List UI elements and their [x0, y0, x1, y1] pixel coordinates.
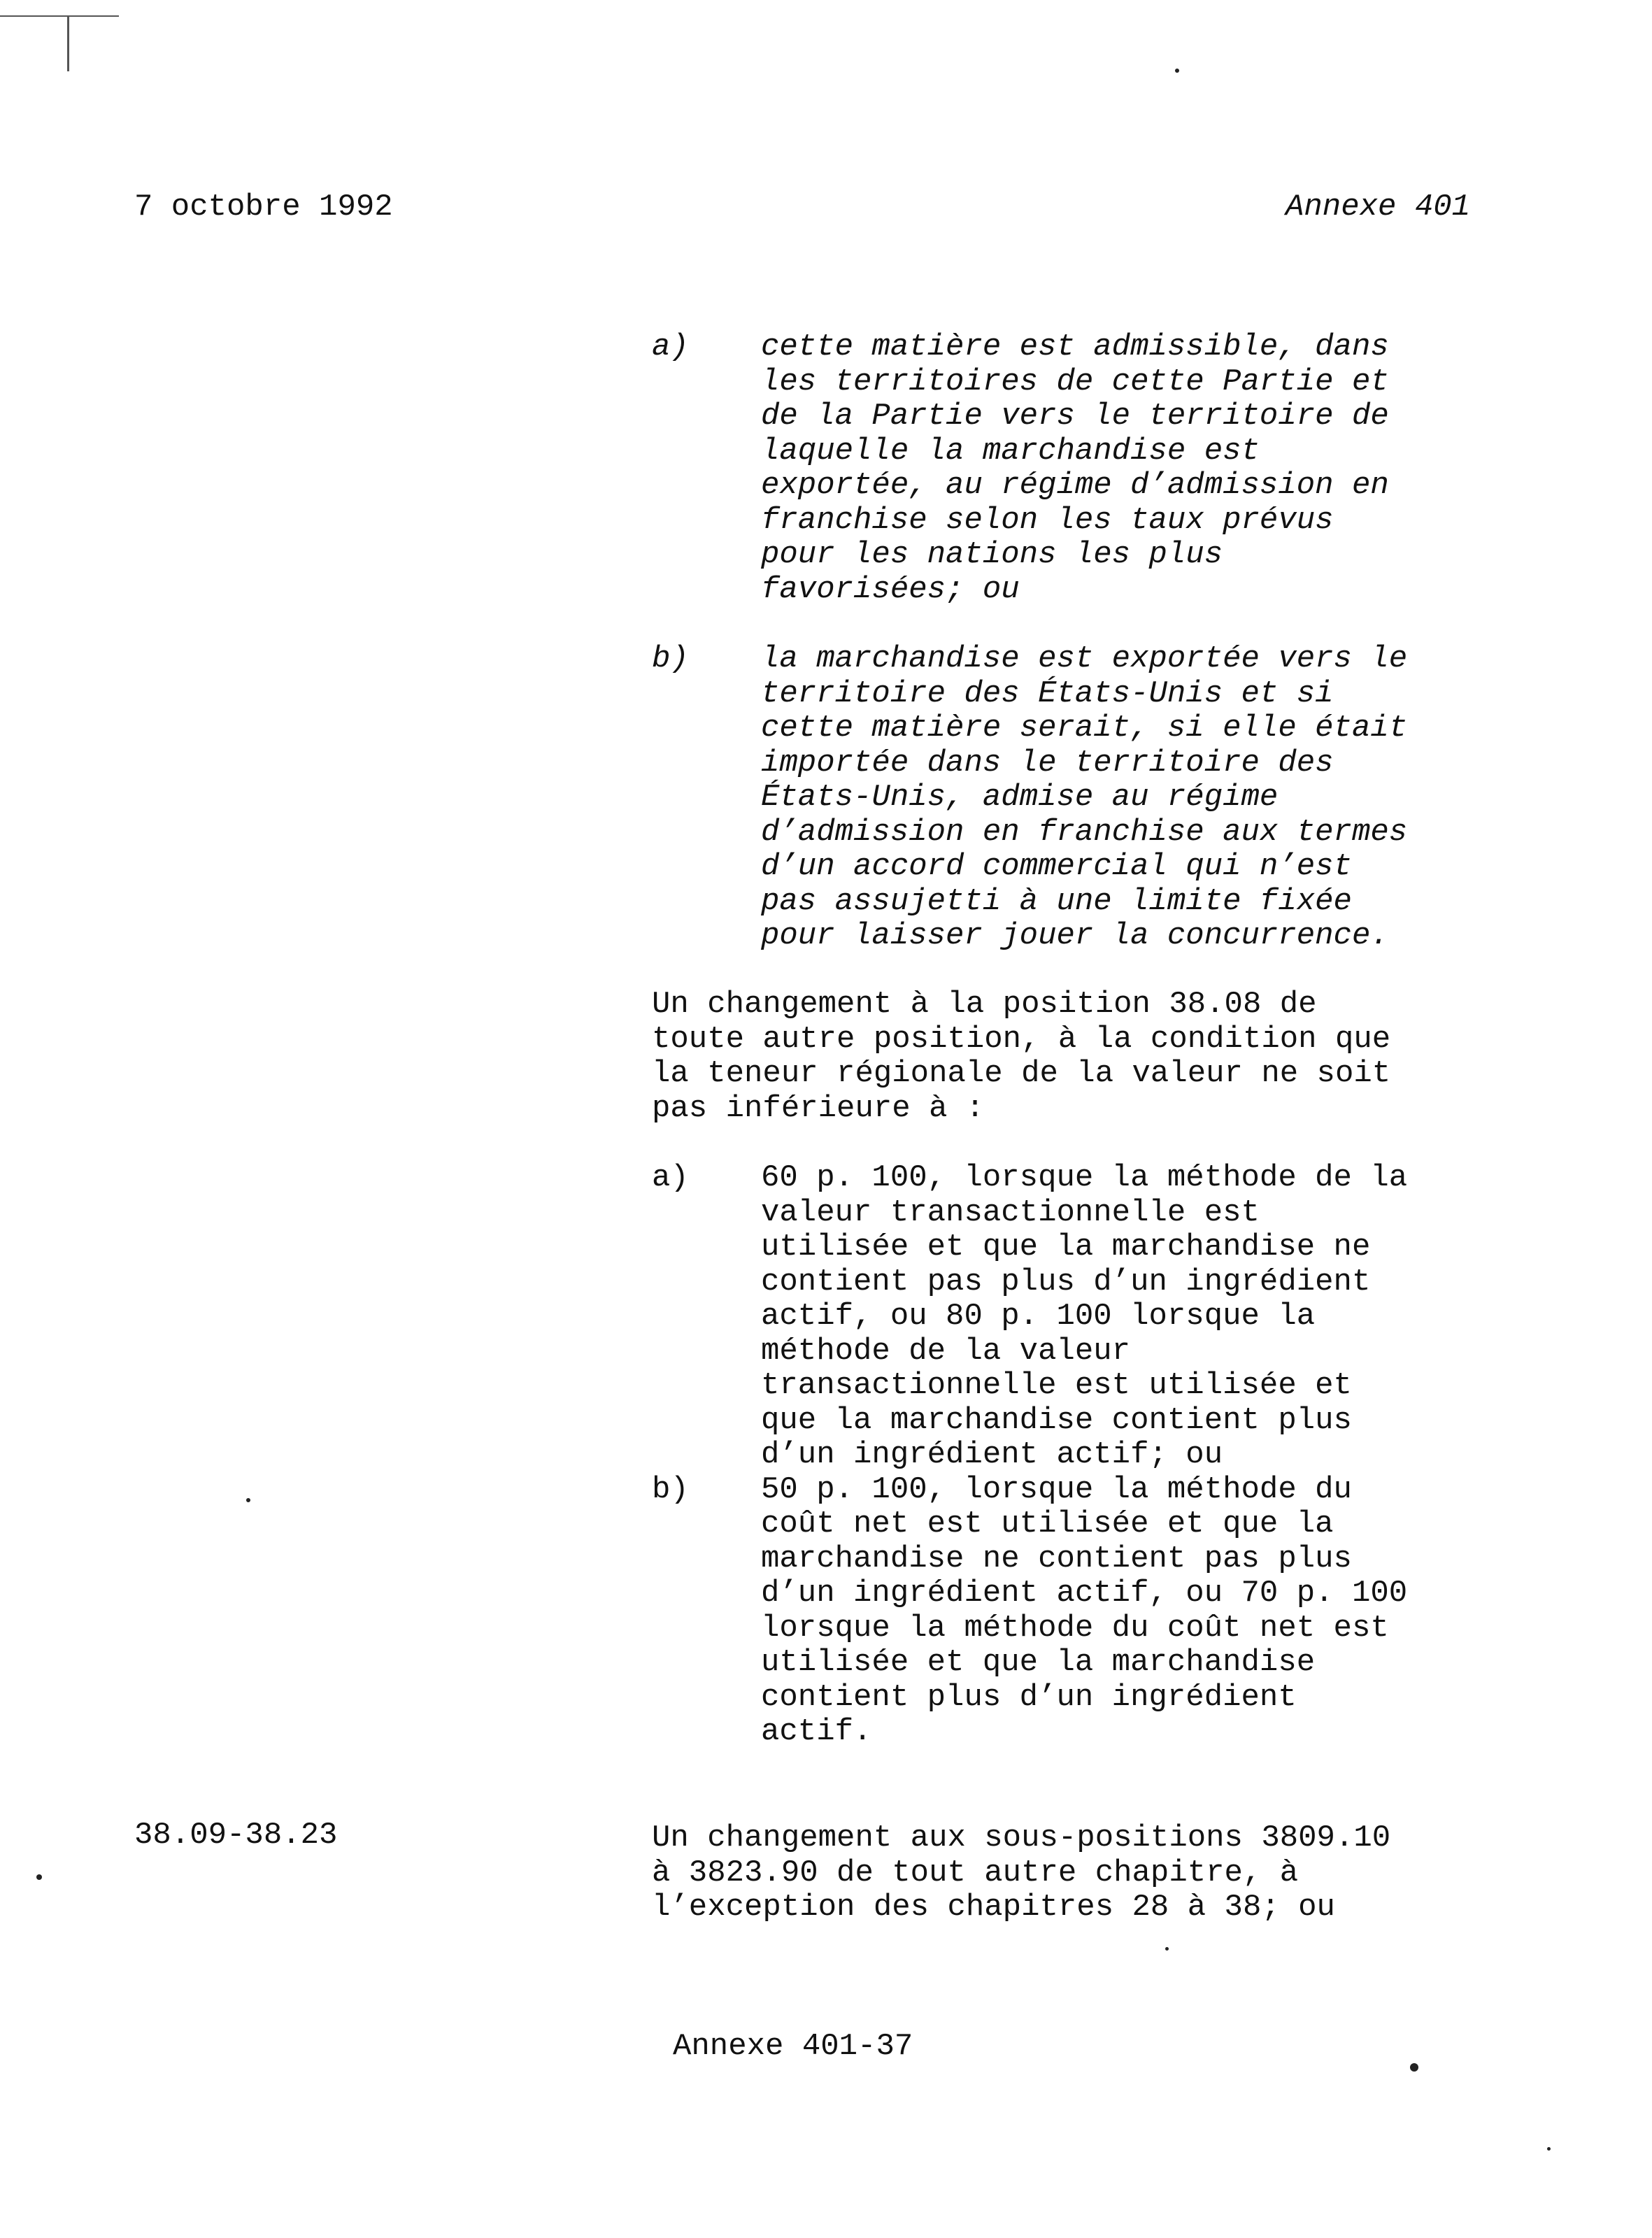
text-line: à 3823.90 de tout autre chapitre, à — [652, 1855, 1299, 1890]
text-line: franchise selon les taux prévus — [761, 502, 1334, 538]
scan-speck — [36, 1874, 42, 1880]
text-line: pas inférieure à : — [652, 1090, 985, 1126]
list-item — [652, 642, 1505, 954]
item-label: a) — [652, 329, 689, 364]
rule-38-09-paragraph — [652, 1821, 1505, 1925]
threshold-conditions-list — [652, 1161, 1505, 1750]
text-line: laquelle la marchandise est — [761, 433, 1260, 469]
list-item — [652, 330, 1505, 607]
list-item — [652, 1161, 1505, 1473]
item-text — [761, 330, 1505, 607]
text-line: utilisée et que la marchandise ne — [761, 1230, 1371, 1264]
item-label: b) — [652, 641, 689, 676]
text-line: de la Partie vers le territoire de — [761, 399, 1389, 434]
page-footer-label: Annexe 401-37 — [673, 2029, 913, 2064]
text-line: territoire des États-Unis et si — [761, 676, 1334, 711]
tariff-heading: 38.09-38.23 — [134, 1818, 338, 1853]
text-line: d’un ingrédient actif, ou 70 p. 100 — [761, 1576, 1408, 1611]
scan-edge-mark — [67, 15, 69, 71]
list-item — [652, 1473, 1505, 1750]
header-annex-label: Annexe 401 — [1286, 190, 1471, 224]
text-line: actif, ou 80 p. 100 lorsque la — [761, 1299, 1316, 1334]
text-line: la marchandise est exportée vers le — [761, 641, 1408, 676]
text-line: coût net est utilisée et que la — [761, 1506, 1334, 1541]
text-line: cette matière serait, si elle était — [761, 711, 1408, 746]
text-line: méthode de la valeur — [761, 1333, 1131, 1369]
text-line: d’admission en franchise aux termes — [761, 814, 1408, 850]
text-line: Un changement à la position 38.08 de — [652, 987, 1317, 1022]
text-line: Un changement aux sous-positions 3809.10 — [652, 1820, 1391, 1855]
text-line: contient plus d’un ingrédient — [761, 1679, 1297, 1715]
text-line: utilisée et que la marchandise — [761, 1645, 1316, 1680]
item-text — [761, 642, 1505, 954]
text-line: 50 p. 100, lorsque la méthode du — [761, 1471, 1352, 1507]
text-line: pour les nations les plus — [761, 537, 1223, 572]
text-line: valeur transactionnelle est — [761, 1195, 1260, 1230]
text-line: toute autre position, à la condition que — [652, 1021, 1391, 1057]
text-line: d’un accord commercial qui n’est — [761, 849, 1352, 884]
text-line: l’exception des chapitres 28 à 38; ou — [652, 1890, 1335, 1925]
text-line: importée dans le territoire des — [761, 745, 1334, 781]
text-line: que la marchandise contient plus — [761, 1402, 1352, 1438]
item-text — [761, 1161, 1505, 1473]
text-line: d’un ingrédient actif; ou — [761, 1437, 1223, 1472]
item-label: b) — [652, 1471, 689, 1507]
text-line: cette matière est admissible, dans — [761, 329, 1389, 364]
scan-speck — [1410, 2063, 1418, 2072]
text-line: transactionnelle est utilisée et — [761, 1368, 1352, 1403]
text-line: lorsque la méthode du coût net est — [761, 1610, 1389, 1646]
text-line: actif. — [761, 1714, 872, 1749]
text-line: 60 p. 100, lorsque la méthode de la — [761, 1160, 1408, 1195]
scan-speck — [1165, 1947, 1169, 1951]
scan-edge-mark — [0, 15, 119, 17]
text-line: pas assujetti à une limite fixée — [761, 883, 1352, 919]
text-line: exportée, au régime d’admission en — [761, 468, 1389, 503]
italic-conditions-list — [652, 330, 1505, 954]
text-line: la teneur régionale de la valeur ne soit — [652, 1056, 1391, 1091]
scan-speck — [1547, 2147, 1551, 2151]
text-line: les territoires de cette Partie et — [761, 364, 1389, 399]
text-line: États-Unis, admise au régime — [761, 780, 1279, 815]
rule-38-08-paragraph — [652, 988, 1505, 1126]
scan-speck — [246, 1498, 250, 1502]
text-line: marchandise ne contient pas plus — [761, 1541, 1352, 1576]
text-line: contient pas plus d’un ingrédient — [761, 1264, 1371, 1299]
header-date: 7 octobre 1992 — [134, 190, 393, 224]
text-line: pour laisser jouer la concurrence. — [761, 918, 1389, 953]
item-text — [761, 1473, 1505, 1750]
text-line: favorisées; ou — [761, 571, 1020, 607]
item-label: a) — [652, 1160, 689, 1195]
scan-speck — [1175, 69, 1179, 73]
